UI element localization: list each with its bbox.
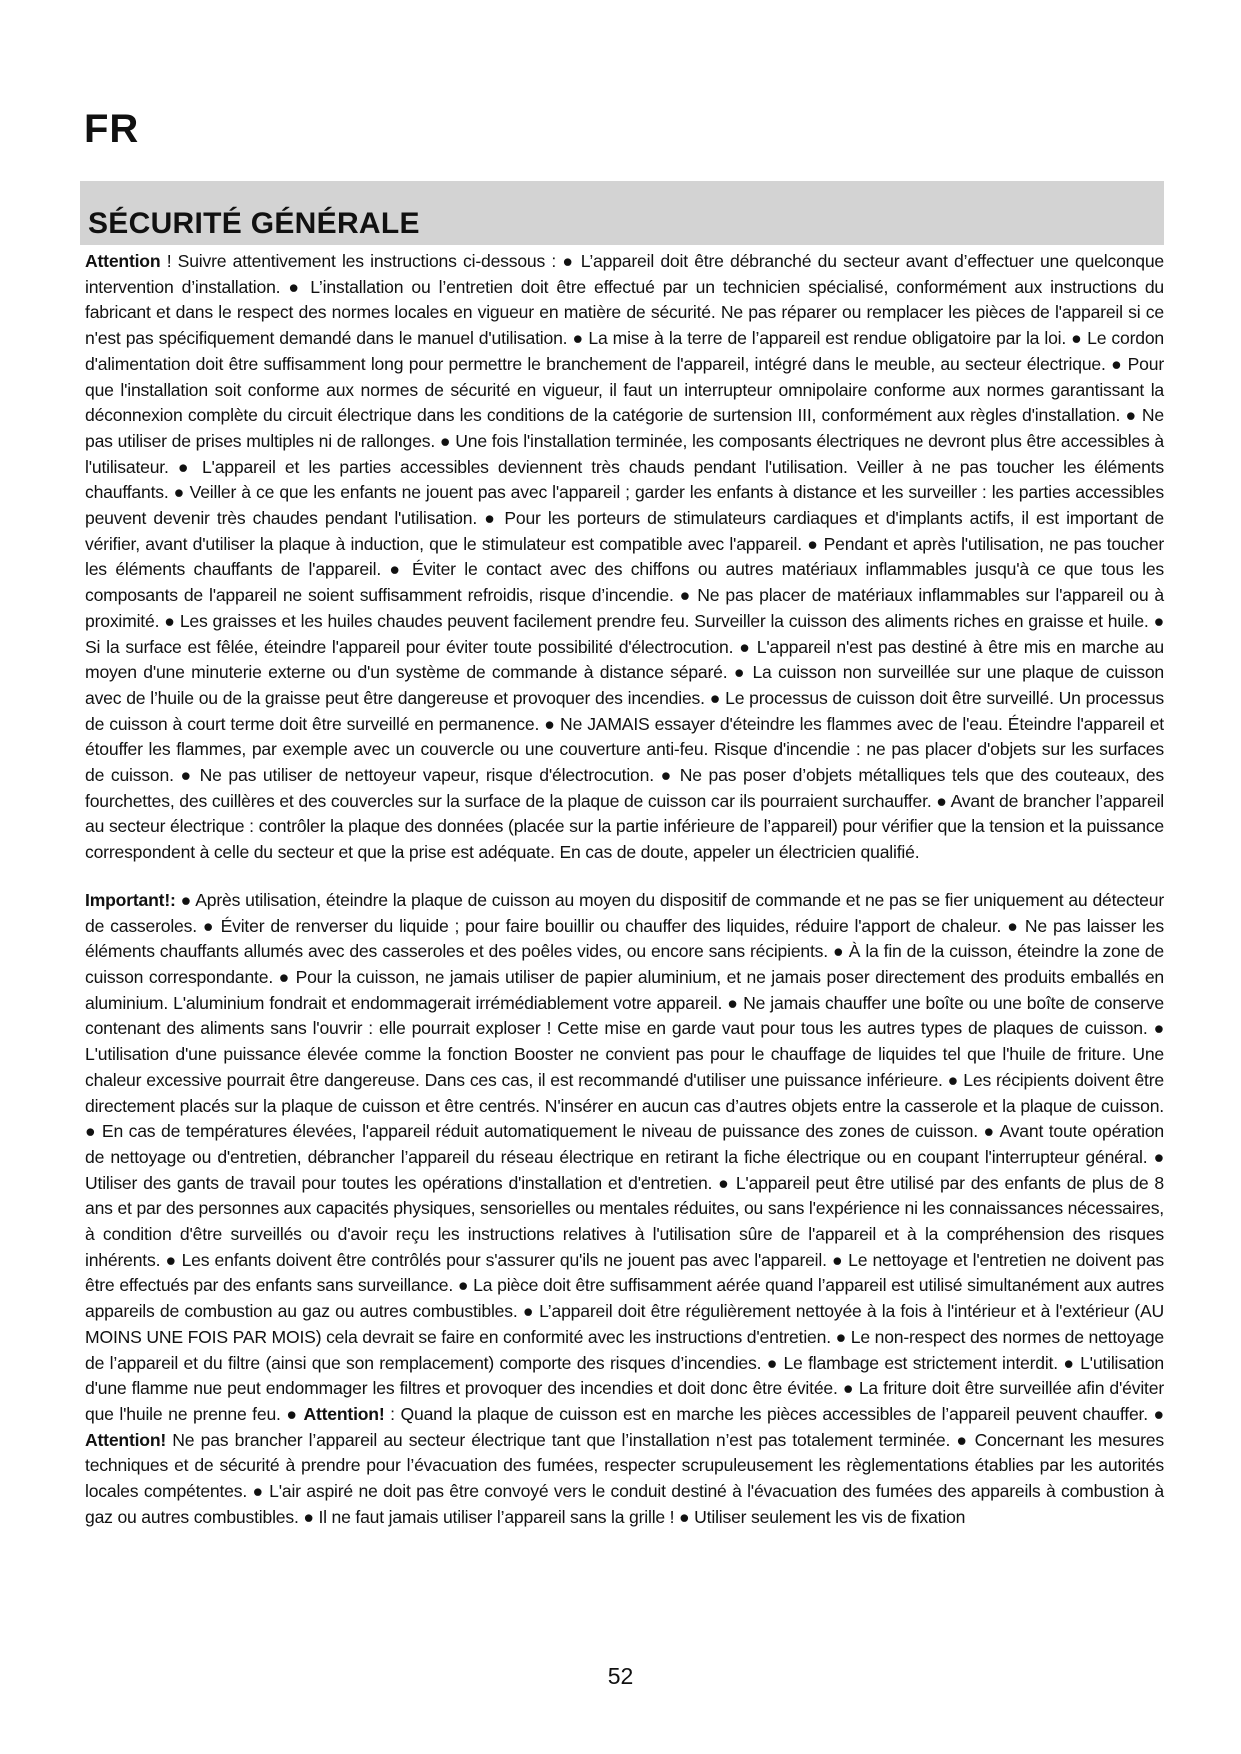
language-code: FR bbox=[84, 107, 140, 151]
attention-label: Attention bbox=[85, 251, 161, 271]
safety-text-body bbox=[85, 249, 1164, 1530]
attention-label-inline-second: Attention! bbox=[85, 1429, 167, 1450]
attention-text: ! Suivre attentivement les instructions ci-dessous : ● L’appareil doit être débranché du secteur avant d’effectuer une quelconque intervention d’installation. ● L’installation ou l’entretien doit être effectué par un technicien spécialisé, conformément aux instructions du fabricant et dans le respect des normes locales en vigueur en matière de sécurité. Ne pas réparer ou remplacer les pièces de l'appareil si ce n'est pas spécifiquement demandé dans le manuel d'utilisation. ● La mise à la terre de l’appareil est rendue obligatoire par la loi. ● Le cordon d'alimentation doit être suffisamment long pour permettre le branchement de l'appareil, intégré dans le meuble, au secteur électrique. ● Pour que l'installation soit conforme aux normes de sécurité en vigueur, il faut un interrupteur omnipolaire conforme aux normes garantissant la déconnexion complète du circuit électrique dans les conditions de la catégorie de surtension III, conformément aux règles d'installation. ● Ne pas utiliser de prises multiples ni de rallonges. ● Une fois l'installation terminée, les composants électriques ne devront plus être accessibles à l'utilisateur. ● L'appareil et les parties accessibles deviennent très chauds pendant l'utilisation. Veiller à ne pas toucher les éléments chauffants. ● Veiller à ce que les enfants ne jouent pas avec l'appareil ; garder les enfants à distance et les surveiller : les parties accessibles peuvent devenir très chaudes pendant l'utilisation. ● Pour les porteurs de stimulateurs cardiaques et d'implants actifs, il est important de vérifier, avant d'utiliser la plaque à induction, que le stimulateur est compatible avec l'appareil. ● Pendant et après l'utilisation, ne pas toucher les éléments chauffants de l'appareil. ● Éviter le contact avec des chiffons ou autres matériaux inflammables jusqu'à ce que tous les composants de l'appareil ne soient suffisamment refroidis, risque d’incendie. ● Ne pas placer de matériaux inflammables sur l'appareil ou à proximité. ● Les graisses et les huiles chaudes peuvent facilement prendre feu. Surveiller la cuisson des aliments riches en graisse et huile. ● Si la surface est fêlée, éteindre l'appareil pour éviter toute possibilité d'électrocution. ● L'appareil n'est pas destiné à être mis en marche au moyen d'une minuterie externe ou d'un système de commande à distance séparé. ● La cuisson non surveillée sur une plaque de cuisson avec de l’huile ou de la graisse peut être dangereuse et provoquer des incendies. ● Le processus de cuisson doit être surveillé. Un processus de cuisson à court terme doit être surveillé en permanence. ● Ne JAMAIS essayer d'éteindre les flammes avec de l'eau. Éteindre l'appareil et étouffer les flammes, par exemple avec un couvercle ou une couverture anti-feu. Risque d'incendie : ne pas placer d'objets sur les surfaces de cuisson. ● Ne pas utiliser de nettoyeur vapeur, risque d'électrocution. ● Ne pas poser d’objets métalliques tels que des couteaux, des fourchettes, des cuillères et des couvercles sur la surface de la plaque de cuisson car ils pourraient surchauffer. ● Avant de brancher l’appareil au secteur électrique : contrôler la plaque des données (placée sur la partie inférieure de l’appareil) pour vérifier que la tension et la puissance correspondent à celle du secteur et que la prise est adéquate. En cas de doute, appeler un électricien qualifié. bbox=[85, 251, 1164, 863]
important-label: Important!: bbox=[85, 889, 176, 910]
important-text: ● Après utilisation, éteindre la plaque de cuisson au moyen du dispositif de commande et ne pas se fier uniquement au détecteur de casseroles. ● Éviter de renverser du liquide ; pour faire bouillir ou chauffer des liquides, réduire l'apport de chaleur. ● Ne pas laisser les éléments chauffants allumés avec des casseroles et des poêles vides, ou encore sans récipients. ● À la fin de la cuisson, éteindre la zone de cuisson correspondante. ● Pour la cuisson, ne jamais utiliser de papier aluminium, et ne jamais poser directement des produits emballés en aluminium. L'aluminium fondrait et endommagerait irrémédiablement votre appareil. ● Ne jamais chauffer une boîte ou une boîte de conserve contenant des aliments sans l'ouvrir : elle pourrait exploser ! Cette mise en garde vaut pour tous les autres types de plaques de cuisson. ● L'utilisation d'une puissance élevée comme la fonction Booster ne convient pas pour le chauffage de liquides tel que l'huile de friture. Une chaleur excessive pourrait être dangereuse. Dans ces cas, il est recommandé d'utiliser une puissance inférieure. ● Les récipients doivent être directement placés sur la plaque de cuisson et être centrés. N'insérer en aucun cas d’autres objets entre la casserole et la plaque de cuisson. ● En cas de températures élevées, l'appareil réduit automatiquement le niveau de puissance des zones de cuisson. ● Avant toute opération de nettoyage ou d'entretien, débrancher l’appareil du réseau électrique en retirant la fiche électrique ou en coupant l'interrupteur général. ● Utiliser des gants de travail pour toutes les opérations d'installation et d'entretien. ● L'appareil peut être utilisé par des enfants de plus de 8 ans et par des personnes aux capacités physiques, sensorielles ou mentales réduites, ou sans l'expérience ni les connaissances nécessaires, à condition d'être surveillés ou d'avoir reçu les instructions relatives à l'utilisation sûre de l'appareil et à la compréhension des risques inhérents. ● Les enfants doivent être contrôlés pour s'assurer qu'ils ne jouent pas avec l'appareil. ● Le nettoyage et l'entretien ne doivent pas être effectués par des enfants sans surveillance. ● La pièce doit être suffisamment aérée quand l’appareil est utilisé simultanément aux autres appareils de combustion au gaz ou autres combustibles. ● L’appareil doit être régulièrement nettoyée à la fois à l'intérieur et à l'extérieur (AU MOINS UNE FOIS PAR MOIS) cela devrait se faire en conformité avec les instructions d'entretien. ● Le non-respect des normes de nettoyage de l’appareil et du filtre (ainsi que son remplacement) comporte des risques d’incendies. ● Le flambage est strictement interdit. ● L'utilisation d'une flamme nue peut endommager les filtres et provoquer des incendies et doit donc être évitée. ● La friture doit être surveillée afin d'éviter que l'huile ne prenne feu. ● bbox=[85, 889, 1164, 1424]
page-number: 52 bbox=[607, 1663, 634, 1689]
section-header-banner bbox=[80, 181, 1164, 245]
attention-inline-text: : Quand la plaque de cuisson est en marche les pièces accessibles de l’appareil peuvent chauffer. ● bbox=[384, 1403, 1164, 1424]
attention-label-inline: Attention! bbox=[303, 1403, 385, 1424]
attention-inline-text-second: Ne pas brancher l’appareil au secteur électrique tant que l’installation n’est pas totalement terminée. ● Concernant les mesures techniques et de sécurité à prendre pour l’évacuation des fumées, respecter scrupuleusement les règlementations établies par les autorités locales compétentes. ● L'air aspiré ne doit pas être convoyé vers le conduit destiné à l'évacuation des fumées des appareils à combustion à gaz ou autres combustibles. ● Il ne faut jamais utiliser l’appareil sans la grille ! ● Utiliser seulement les vis de fixation bbox=[85, 1429, 1164, 1527]
attention-paragraph bbox=[85, 249, 1164, 866]
section-title: SÉCURITÉ GÉNÉRALE bbox=[88, 207, 420, 240]
important-paragraph bbox=[85, 888, 1164, 1531]
